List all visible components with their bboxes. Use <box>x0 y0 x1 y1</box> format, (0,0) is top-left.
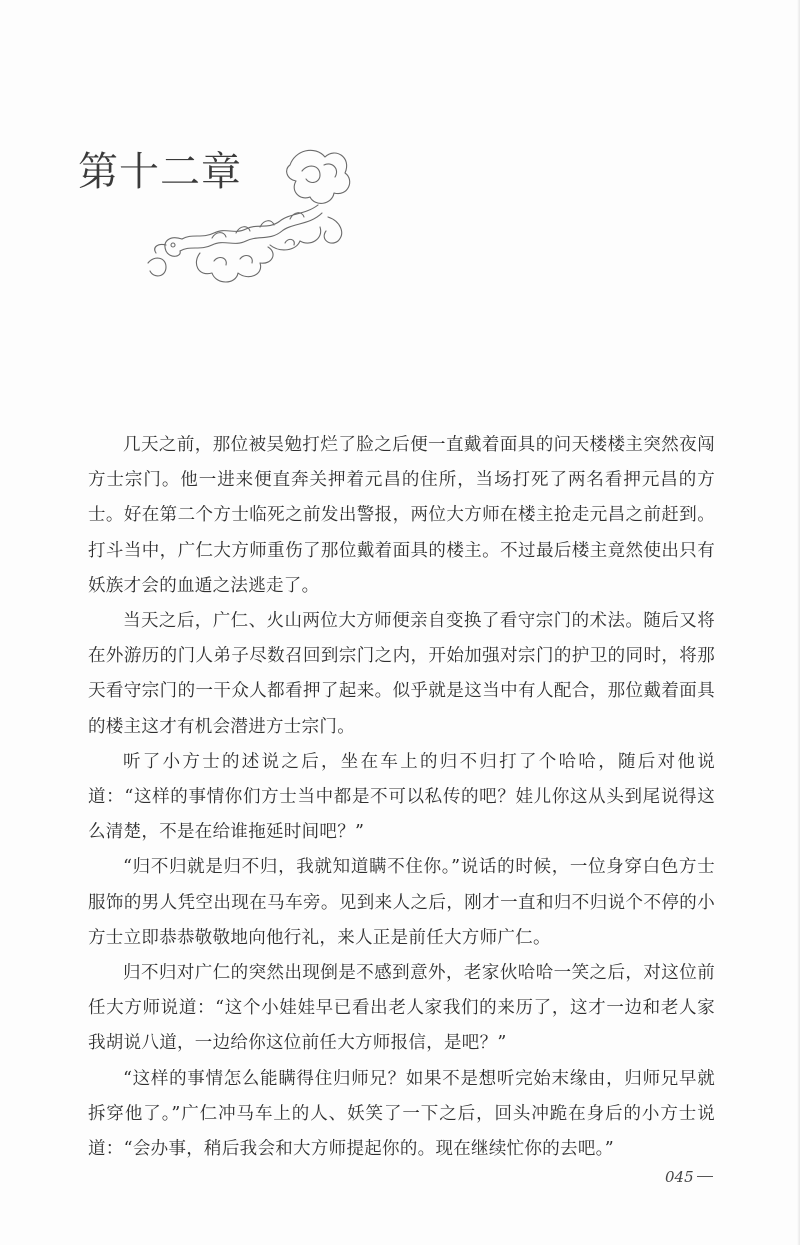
paragraph-6: “这样的事情怎么能瞒得住归师兄？如果不是想听完始末缘由，归师兄早就拆穿他了。”广仁冲马车上的人、妖笑了一下之后，回头冲跪在身后的小方士说道：“会办事，稍后我会和大方师提起你的。现在继续忙你的去吧。” <box>88 1068 715 1160</box>
chapter-title: 第十二章 <box>78 149 242 195</box>
page-number: 045 <box>665 1168 694 1186</box>
page-number-dash <box>697 1176 713 1177</box>
paragraph-5: 归不归对广仁的突然出现倒是不感到意外，老家伙哈哈一笑之后，对这位前任大方师说道：“这个小娃娃早已看出老人家我们的来历了，这才一边和老人家我胡说八道，一边给你这位前任大方师报信，是吧？” <box>88 963 715 1054</box>
paragraph-4: “归不归就是归不归，我就知道瞒不住你。”说话的时候，一位身穿白色方士服饰的男人凭空出现在马车旁。见到来人之后，刚才一直和归不归说个不停的小方士立即恭恭敬敬地向他行礼，来人正是前任大方师广仁。 <box>88 857 715 948</box>
body-text <box>88 428 715 1167</box>
paragraph-2: 当天之后，广仁、火山两位大方师便亲自变换了看守宗门的术法。随后又将在外游历的门人弟子尽数召回到宗门之内，开始加强对宗门的护卫的同时，将那天看守宗门的一干众人都看押了起来。似乎就是这当中有人配合，那位戴着面具的楼主这才有机会潜进方士宗门。 <box>88 611 715 737</box>
cloud-dragon-ornament-icon <box>140 135 355 295</box>
paragraph-1: 几天之前，那位被吴勉打烂了脸之后便一直戴着面具的问天楼楼主突然夜闯方士宗门。他一进来便直奔关押着元昌的住所，当场打死了两名看押元昌的方士。好在第二个方士临死之前发出警报，两位大方师在楼主抢走元昌之前赶到。打斗当中，广仁大方师重伤了那位戴着面具的楼主。不过最后楼主竟然使出只有妖族才会的血遁之法逃走了。 <box>88 435 715 596</box>
paragraph-3: 听了小方士的述说之后，坐在车上的归不归打了个哈哈，随后对他说道：“这样的事情你们方士当中都是不可以私传的吧？娃儿你这从头到尾说得这么清楚，不是在给谁拖延时间吧？” <box>88 751 715 843</box>
